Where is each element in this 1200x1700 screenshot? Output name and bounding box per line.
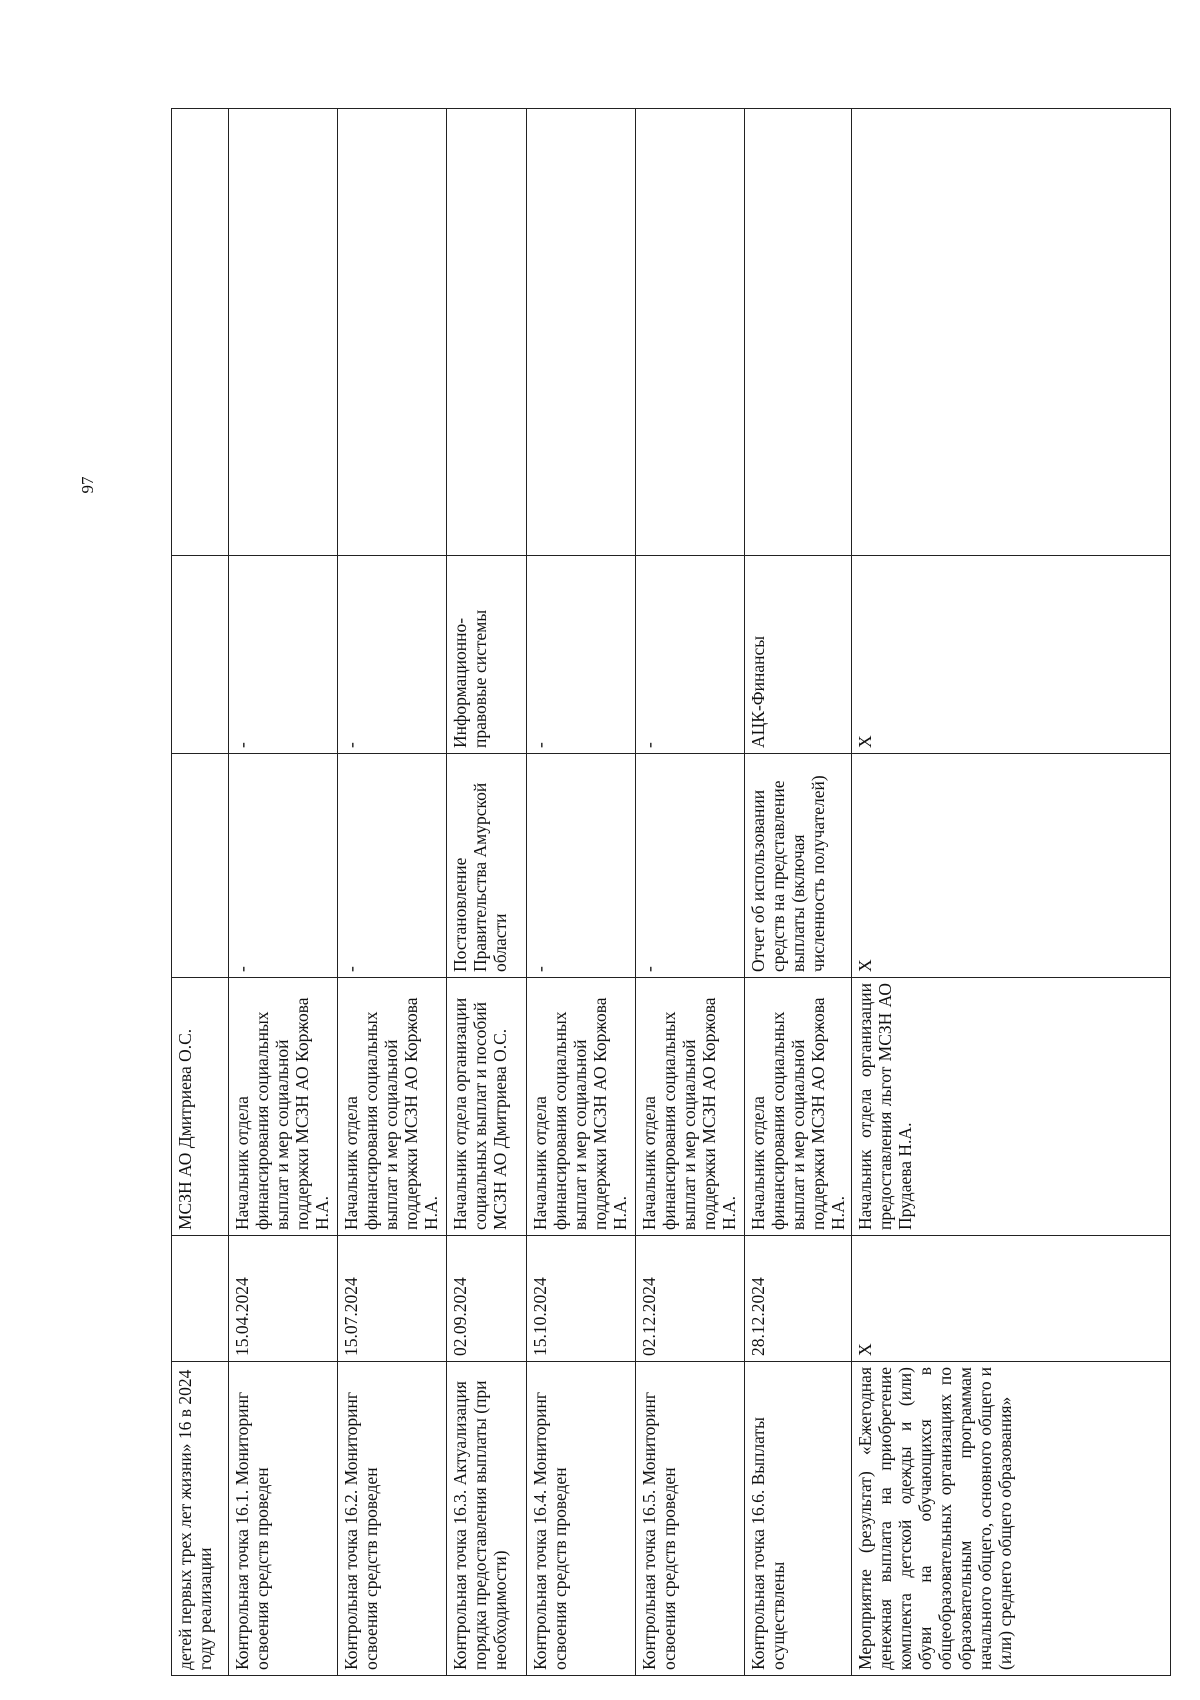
date-cell: X [852,1236,1171,1362]
table-row [636,109,745,1676]
table-row [447,109,527,1676]
table-row [172,109,229,1676]
system-cell: X [852,556,1171,754]
document-cell: - [527,754,636,978]
date-cell: 15.04.2024 [229,1236,338,1362]
table-row [338,109,447,1676]
event-cell: Контрольная точка 16.4. Мониторинг освоения средств проведен [527,1362,636,1676]
responsible-cell: Начальник отдела финансирования социальных выплат и мер социальной поддержки МСЗН АО Коржова Н.А. [527,978,636,1236]
event-cell: Контрольная точка 16.1. Мониторинг освоения средств проведен [229,1362,338,1676]
system-cell: Информационно-правовые системы [447,556,527,754]
event-cell: Контрольная точка 16.6. Выплаты осуществлены [745,1362,852,1676]
document-cell [172,754,229,978]
document-cell: - [338,754,447,978]
control-points-table-wrapper [171,109,1171,1676]
table-row [229,109,338,1676]
blank-cell [636,109,745,556]
responsible-cell: Начальник отдела финансирования социальных выплат и мер социальной поддержки МСЗН АО Коржова Н.А. [338,978,447,1236]
document-cell: - [636,754,745,978]
date-cell: 02.12.2024 [636,1236,745,1362]
page-number: 97 [78,476,97,494]
responsible-cell: Начальник отдела организации предоставления льгот МСЗН АО Прудаева Н.А. [852,978,1171,1236]
responsible-cell: МСЗН АО Дмитриева О.С. [172,978,229,1236]
system-cell: - [229,556,338,754]
table-row [745,109,852,1676]
blank-cell [852,109,1171,556]
event-cell: Контрольная точка 16.2. Мониторинг освоения средств проведен [338,1362,447,1676]
document-cell: - [229,754,338,978]
blank-cell [172,109,229,556]
system-cell: - [338,556,447,754]
document-cell: X [852,754,1171,978]
date-cell: 15.07.2024 [338,1236,447,1362]
blank-cell [745,109,852,556]
blank-cell [229,109,338,556]
document-cell: Постановление Правительства Амурской области [447,754,527,978]
event-cell: детей первых трех лет жизни» 16 в 2024 году реализации [172,1362,229,1676]
system-cell [172,556,229,754]
event-cell: Контрольная точка 16.5. Мониторинг освоения средств проведен [636,1362,745,1676]
responsible-cell: Начальник отдела финансирования социальных выплат и мер социальной поддержки МСЗН АО Коржова Н.А. [636,978,745,1236]
control-points-table [171,108,1171,1676]
system-cell: АЦК-Финансы [745,556,852,754]
blank-cell [447,109,527,556]
blank-cell [338,109,447,556]
system-cell: - [636,556,745,754]
document-cell: Отчет об использовании средств на представление выплаты (включая численность получателей) [745,754,852,978]
table-row [527,109,636,1676]
date-cell: 15.10.2024 [527,1236,636,1362]
responsible-cell: Начальник отдела финансирования социальных выплат и мер социальной поддержки МСЗН АО Коржова Н.А. [229,978,338,1236]
event-cell: Контрольная точка 16.3. Актуализация порядка предоставления выплаты (при необходимости) [447,1362,527,1676]
blank-cell [527,109,636,556]
event-cell: Мероприятие (результат) «Ежегодная денежная выплата на приобретение комплекта детской одежды и (или) обуви на обучающихся в общеобразовательных организациях по образовательным программам начального общего, основного общего и (или) среднего общего образования» [852,1362,1171,1676]
date-cell [172,1236,229,1362]
date-cell: 28.12.2024 [745,1236,852,1362]
responsible-cell: Начальник отдела финансирования социальных выплат и мер социальной поддержки МСЗН АО Коржова Н.А. [745,978,852,1236]
table-row [852,109,1171,1676]
responsible-cell: Начальник отдела организации социальных выплат и пособий МСЗН АО Дмитриева О.С. [447,978,527,1236]
system-cell: - [527,556,636,754]
date-cell: 02.09.2024 [447,1236,527,1362]
